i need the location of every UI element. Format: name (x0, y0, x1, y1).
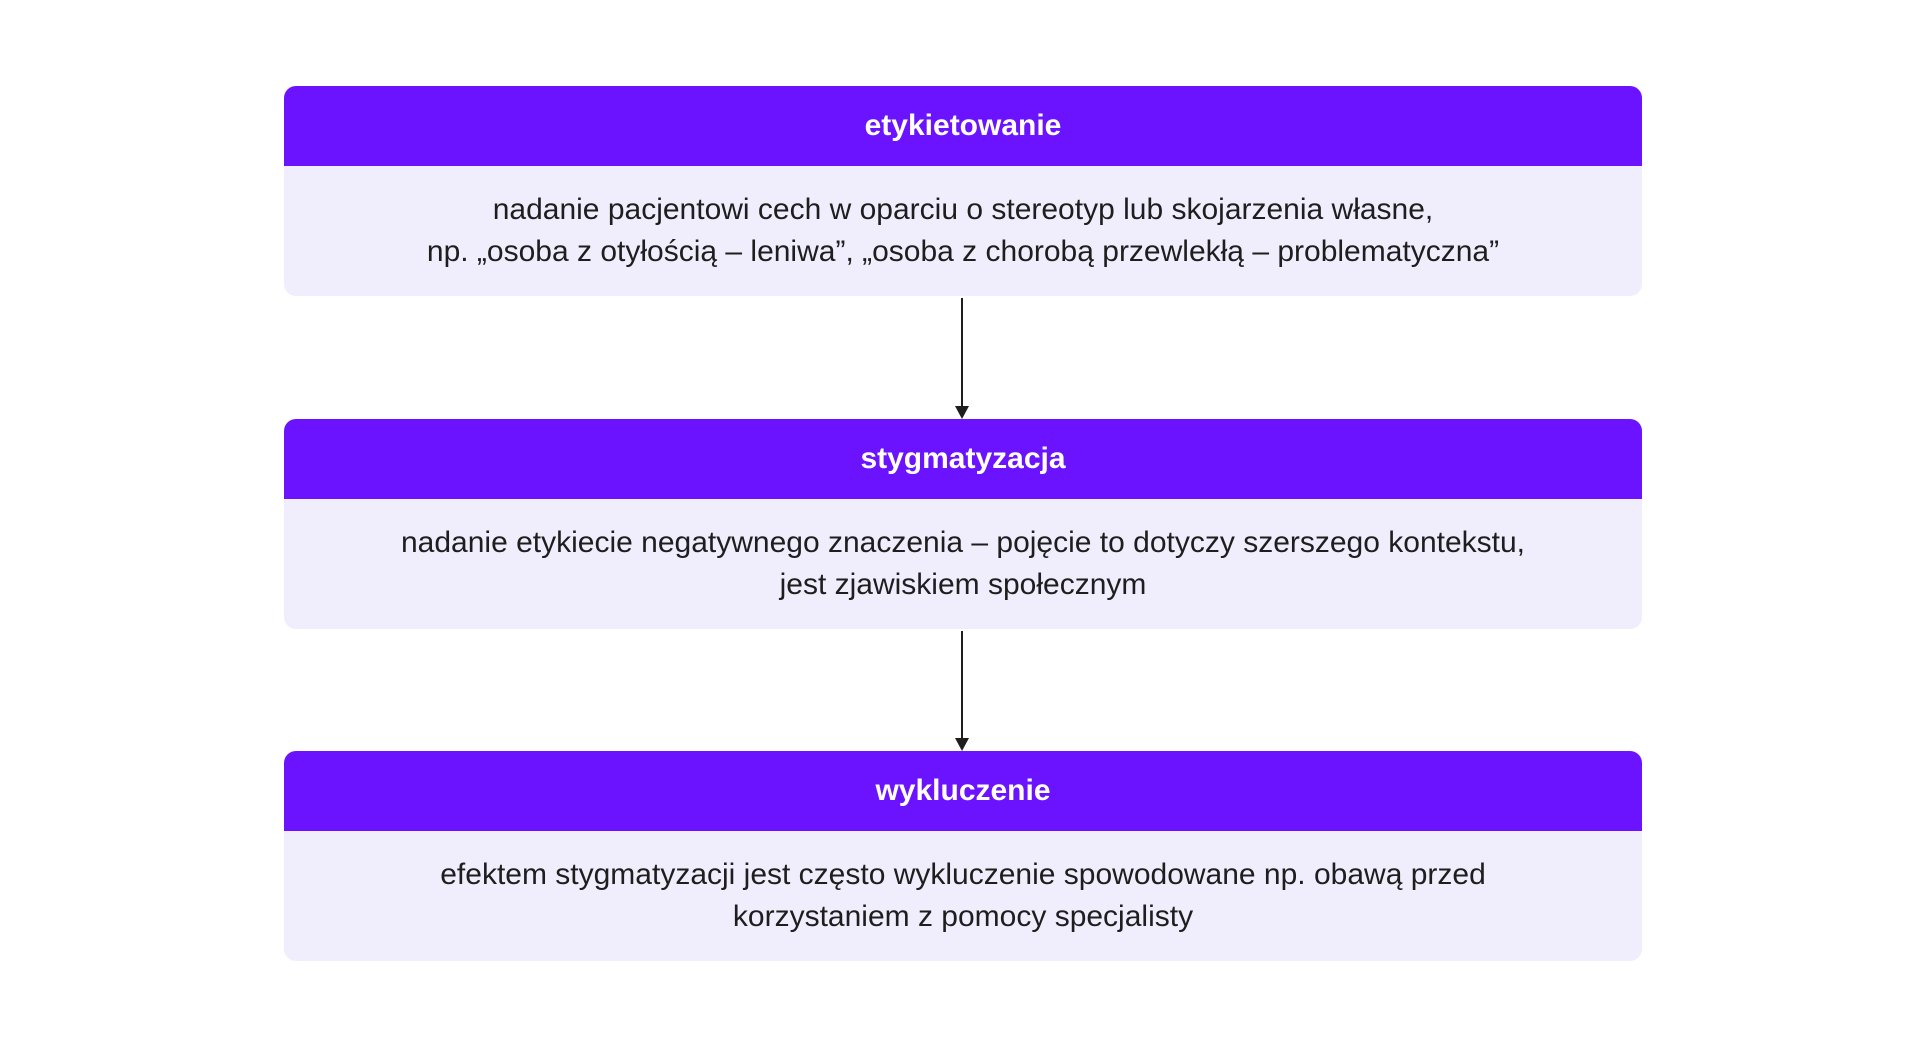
description-line: jest zjawiskiem społecznym (779, 568, 1147, 601)
step-stigmatization-title: stygmatyzacja (284, 419, 1642, 499)
step-stigmatization-box (284, 419, 1642, 629)
step-labeling-title: etykietowanie (284, 86, 1642, 166)
arrow-stigmatization-to-exclusion (955, 631, 969, 751)
description-line: np. „osoba z otyłością – leniwa”, „osoba z chorobą przewlekłą – problematyczna” (426, 235, 1500, 268)
step-stigmatization-description (284, 499, 1642, 629)
description-line: nadanie pacjentowi cech w oparciu o stereotyp lub skojarzenia własne, (492, 193, 1434, 226)
description-line: efektem stygmatyzacji jest często wykluczenie spowodowane np. obawą przed (440, 858, 1486, 891)
description-line: korzystaniem z pomocy specjalisty (732, 900, 1194, 933)
step-exclusion-box (284, 751, 1642, 961)
arrow-labeling-to-stigmatization (955, 298, 969, 419)
description-line: nadanie etykiecie negatywnego znaczenia – pojęcie to dotyczy szerszego kontekstu, (400, 526, 1526, 559)
step-exclusion-title: wykluczenie (284, 751, 1642, 831)
step-exclusion-description (284, 831, 1642, 961)
